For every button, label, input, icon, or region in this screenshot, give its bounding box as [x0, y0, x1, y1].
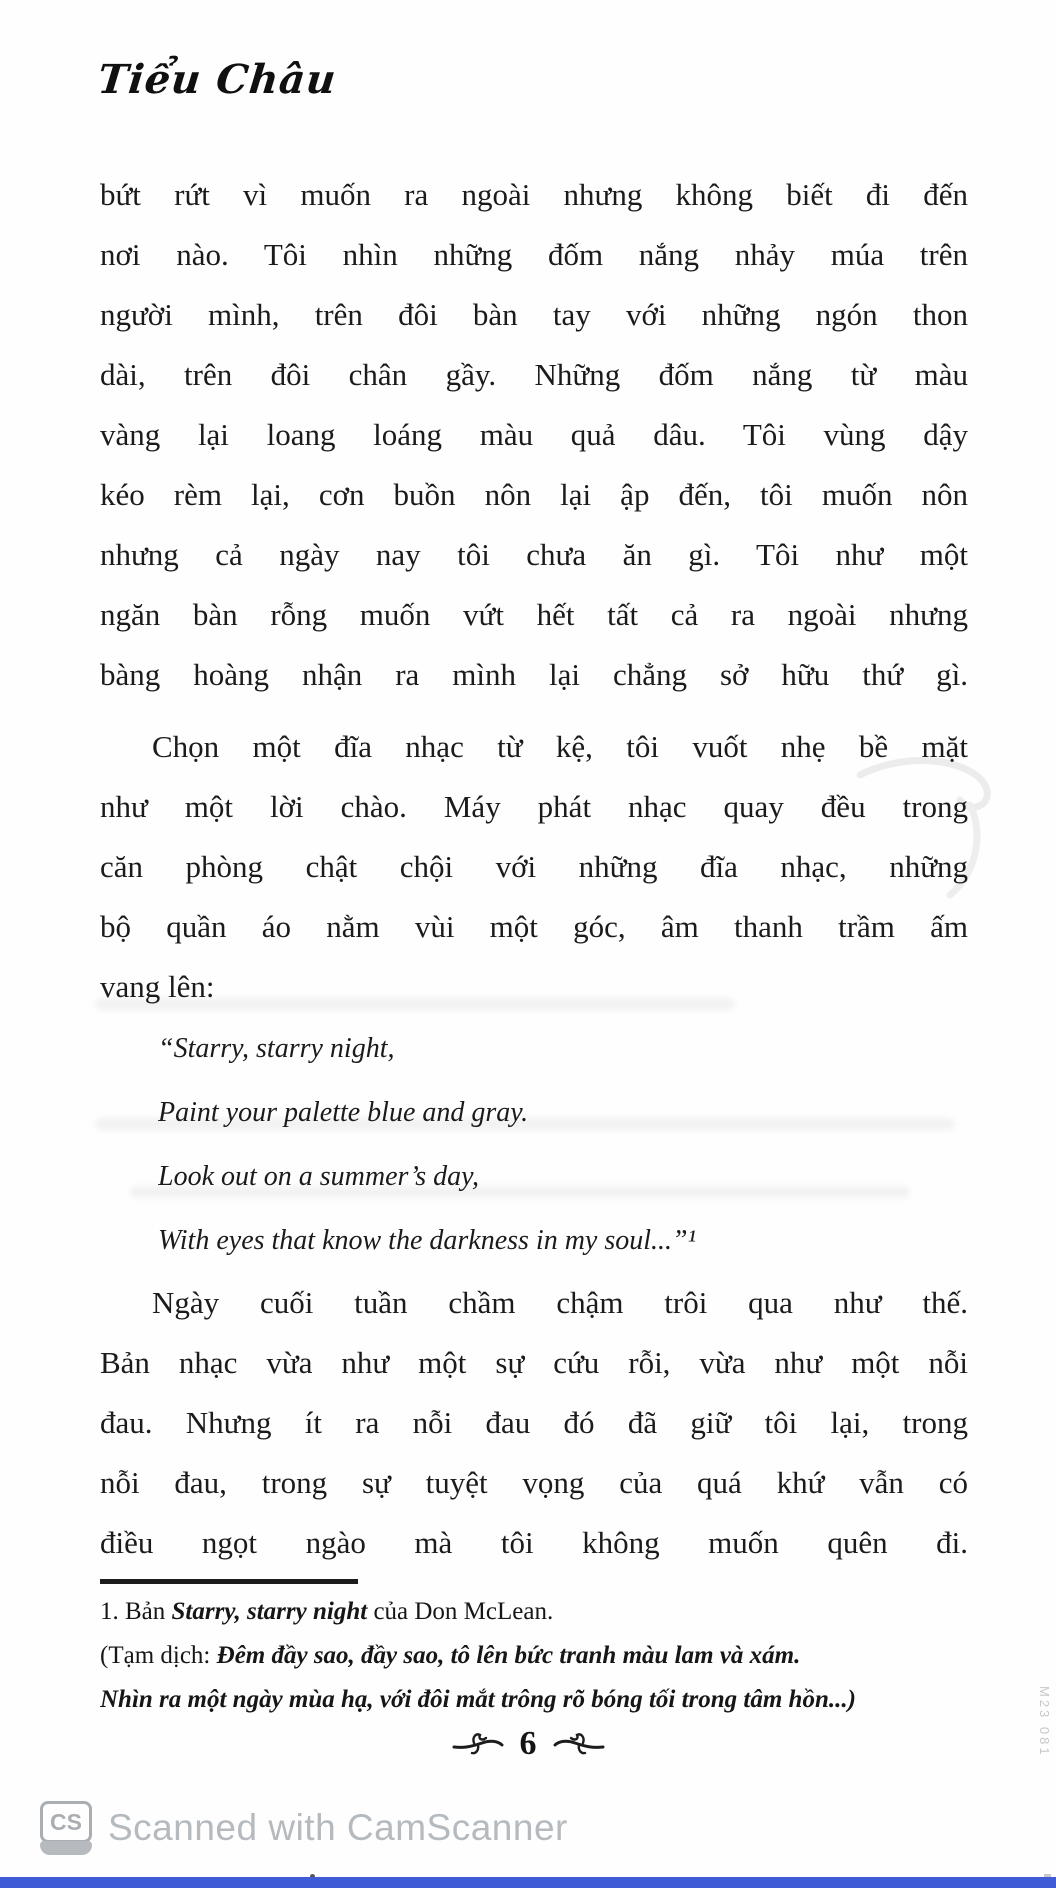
cs-text: CS [50, 1808, 82, 1835]
footnote-translation: Nhìn ra một ngày mùa hạ, với đôi mắt trông rõ bóng tối trong tâm hồn...) [100, 1686, 856, 1713]
page-number: 6 [519, 1725, 537, 1762]
camscanner-logo-icon [40, 1801, 92, 1855]
author-header: Tiểu Châu [95, 56, 339, 103]
text-line: bàng hoàng nhận ra mình lại chẳng sở hữu thứ gì. [100, 657, 968, 692]
text-line: Paint your palette blue and gray. [158, 1097, 529, 1128]
fleuron-ornament-left-icon [452, 1731, 504, 1757]
text-line: vàng lại loang loáng màu quả dâu. Tôi vùng dậy [100, 417, 968, 452]
page-number-row [0, 1720, 1056, 1768]
text-line: With eyes that know the darkness in my soul...”¹ [158, 1225, 697, 1256]
page-text [100, 165, 968, 1722]
song-lyrics [100, 1017, 968, 1273]
text-line: nơi nào. Tôi nhìn những đốm nắng nhảy múa trên [100, 237, 968, 272]
fleuron-ornament-right-icon [553, 1731, 605, 1757]
text-line: Bản nhạc vừa như một sự cứu rỗi, vừa như một nỗi [100, 1345, 968, 1380]
text-line: đau. Nhưng ít ra nỗi đau đó đã giữ tôi lại, trong [100, 1405, 968, 1440]
camscanner-watermark [40, 1800, 568, 1856]
bottom-blue-bar [0, 1877, 1056, 1888]
text-line: như một lời chào. Máy phát nhạc quay đều trong [100, 789, 968, 824]
footnote-translation: Đêm đầy sao, đầy sao, tô lên bức tranh màu lam và xám. [216, 1642, 801, 1669]
text-line: “Starry, starry night, [158, 1033, 395, 1064]
text-line: bứt rứt vì muốn ra ngoài nhưng không biết đi đến [100, 177, 968, 212]
footnote-text-segment: của Don McLean. [367, 1598, 554, 1625]
paragraph-1 [100, 165, 968, 705]
camscanner-label: Scanned with CamScanner [108, 1807, 568, 1848]
text-line: Look out on a summer’s day, [158, 1161, 479, 1192]
footnote-separator [100, 1579, 358, 1584]
footnote-text-segment: (Tạm dịch: [100, 1642, 217, 1669]
text-line: nỗi đau, trong sự tuyệt vọng của quá khứ vẫn có [100, 1465, 968, 1500]
footnote-line-2 [100, 1634, 968, 1678]
text-line: nhưng cả ngày nay tôi chưa ăn gì. Tôi như một [100, 537, 968, 572]
edge-print-code: M23 081 [1037, 1686, 1052, 1758]
footnote [100, 1590, 968, 1722]
text-line: dài, trên đôi chân gầy. Những đốm nắng từ màu [100, 357, 968, 392]
footnote-line-3 [100, 1678, 968, 1722]
text-line: điều ngọt ngào mà tôi không muốn quên đi. [100, 1525, 968, 1560]
text-line: kéo rèm lại, cơn buồn nôn lại ập đến, tôi muốn nôn [100, 477, 968, 512]
footnote-line-1 [100, 1590, 968, 1634]
text-line: Ngày cuối tuần chầm chậm trôi qua như thế. [152, 1285, 968, 1320]
text-line: vang lên: [100, 969, 215, 1004]
paragraph-2 [100, 717, 968, 1017]
text-line: bộ quần áo nằm vùi một góc, âm thanh trầm ấm [100, 909, 968, 944]
camscanner-logo-base [40, 1841, 92, 1855]
text-line: ngăn bàn rỗng muốn vứt hết tất cả ra ngoài nhưng [100, 597, 968, 632]
paragraph-3 [100, 1273, 968, 1573]
footnote-text-segment: 1. Bản [100, 1598, 172, 1625]
text-line: người mình, trên đôi bàn tay với những ngón thon [100, 297, 968, 332]
camscanner-logo-letters [40, 1801, 92, 1843]
footnote-song-title: Starry, starry night [171, 1598, 368, 1625]
text-line: Chọn một đĩa nhạc từ kệ, tôi vuốt nhẹ bề mặt [152, 729, 968, 764]
text-line: căn phòng chật chội với những đĩa nhạc, những [100, 849, 968, 884]
